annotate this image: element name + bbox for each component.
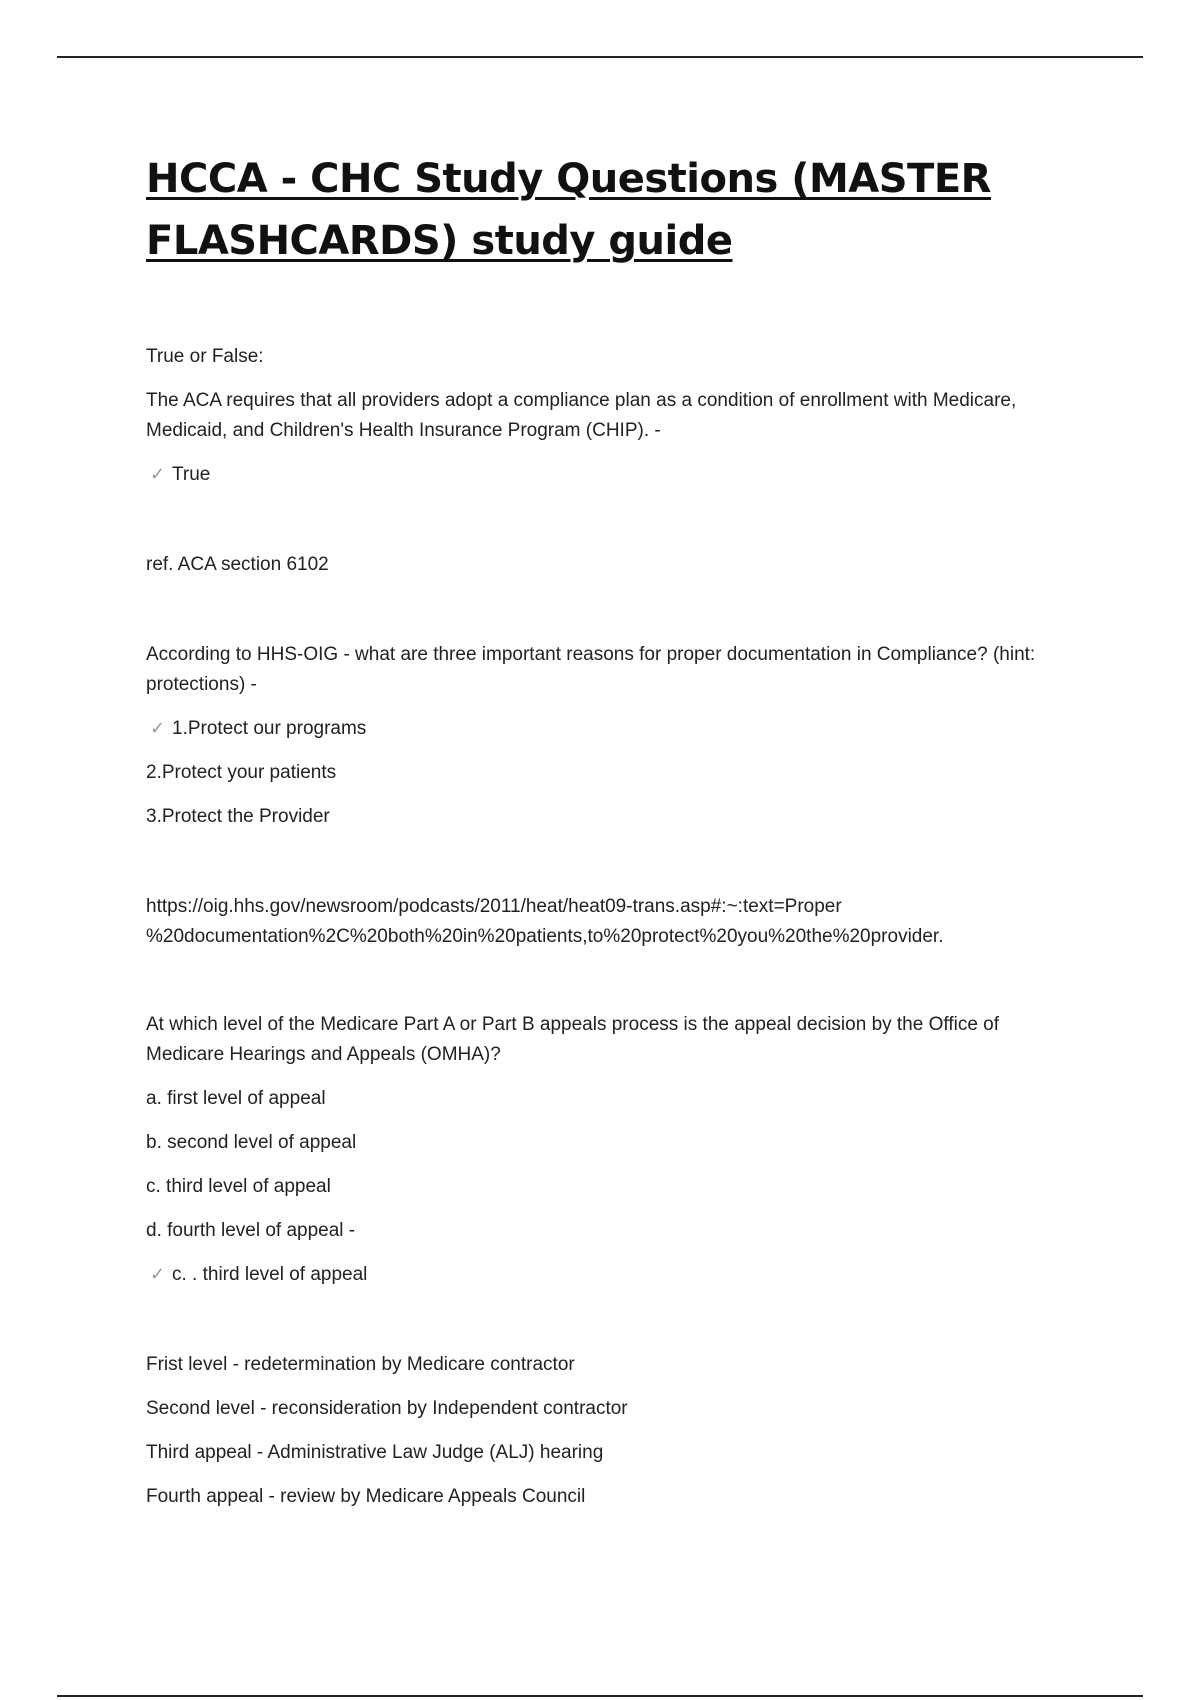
checkmark-icon: ✓ bbox=[150, 718, 166, 739]
q3-explain-4: Fourth appeal - review by Medicare Appeals Council bbox=[146, 1486, 586, 1507]
q1-answer-text: True bbox=[172, 464, 211, 485]
document-title bbox=[146, 148, 1076, 272]
bottom-rule bbox=[57, 1695, 1143, 1697]
q3-answer bbox=[146, 1260, 1076, 1290]
q1-label: True or False: bbox=[146, 346, 264, 367]
q3-option-d: d. fourth level of appeal - bbox=[146, 1220, 356, 1241]
checkmark-icon: ✓ bbox=[150, 1264, 166, 1285]
q3-question: At which level of the Medicare Part A or Part B appeals process is the appeal decision by the Office of Medicare Hearings and Appeals (OMHA)? bbox=[146, 1014, 1000, 1065]
q3-explain-3: Third appeal - Administrative Law Judge (ALJ) hearing bbox=[146, 1442, 604, 1463]
q2-answer-1 bbox=[146, 714, 1076, 744]
q1-reference: ref. ACA section 6102 bbox=[146, 554, 329, 575]
q1-answer bbox=[146, 460, 1076, 490]
q1-question: The ACA requires that all providers adopt a compliance plan as a condition of enrollment with Medicare, Medicaid, and Children's Health Insurance Program (CHIP). - bbox=[146, 390, 1017, 441]
q2-reference-url bbox=[146, 892, 1076, 952]
q3-option-c: c. third level of appeal bbox=[146, 1176, 331, 1197]
q3-answer-text: c. . third level of appeal bbox=[172, 1264, 368, 1285]
q3-explain-2: Second level - reconsideration by Independent contractor bbox=[146, 1398, 628, 1419]
q2-question: According to HHS-OIG - what are three important reasons for proper documentation in Compliance? (hint: protections) - bbox=[146, 644, 1036, 695]
spacer bbox=[146, 594, 1076, 640]
q2-answer-2: 2.Protect your patients bbox=[146, 762, 337, 783]
q2-answer-1-text: 1.Protect our programs bbox=[172, 718, 367, 739]
q3-option-b: b. second level of appeal bbox=[146, 1132, 357, 1153]
top-rule bbox=[57, 56, 1143, 58]
title-line-2: FLASHCARDS) study guide bbox=[146, 218, 733, 264]
spacer bbox=[146, 504, 1076, 550]
url-line-1: https://oig.hhs.gov/newsroom/podcasts/2011/heat/heat09-trans.asp#:~:text=Proper bbox=[146, 896, 842, 917]
q2-answer-3: 3.Protect the Provider bbox=[146, 806, 330, 827]
q3-option-a: a. first level of appeal bbox=[146, 1088, 326, 1109]
url-line-2: %20documentation%2C%20both%20in%20patients,to%20protect%20you%20the%20provider. bbox=[146, 926, 944, 947]
checkmark-icon: ✓ bbox=[150, 464, 166, 485]
title-line-1: HCCA - CHC Study Questions (MASTER bbox=[146, 156, 991, 202]
document-body bbox=[146, 342, 1076, 1512]
spacer bbox=[146, 846, 1076, 892]
q3-explain-1: Frist level - redetermination by Medicare contractor bbox=[146, 1354, 575, 1375]
spacer bbox=[146, 966, 1076, 1010]
spacer bbox=[146, 1304, 1076, 1350]
document-page bbox=[146, 148, 1076, 1526]
